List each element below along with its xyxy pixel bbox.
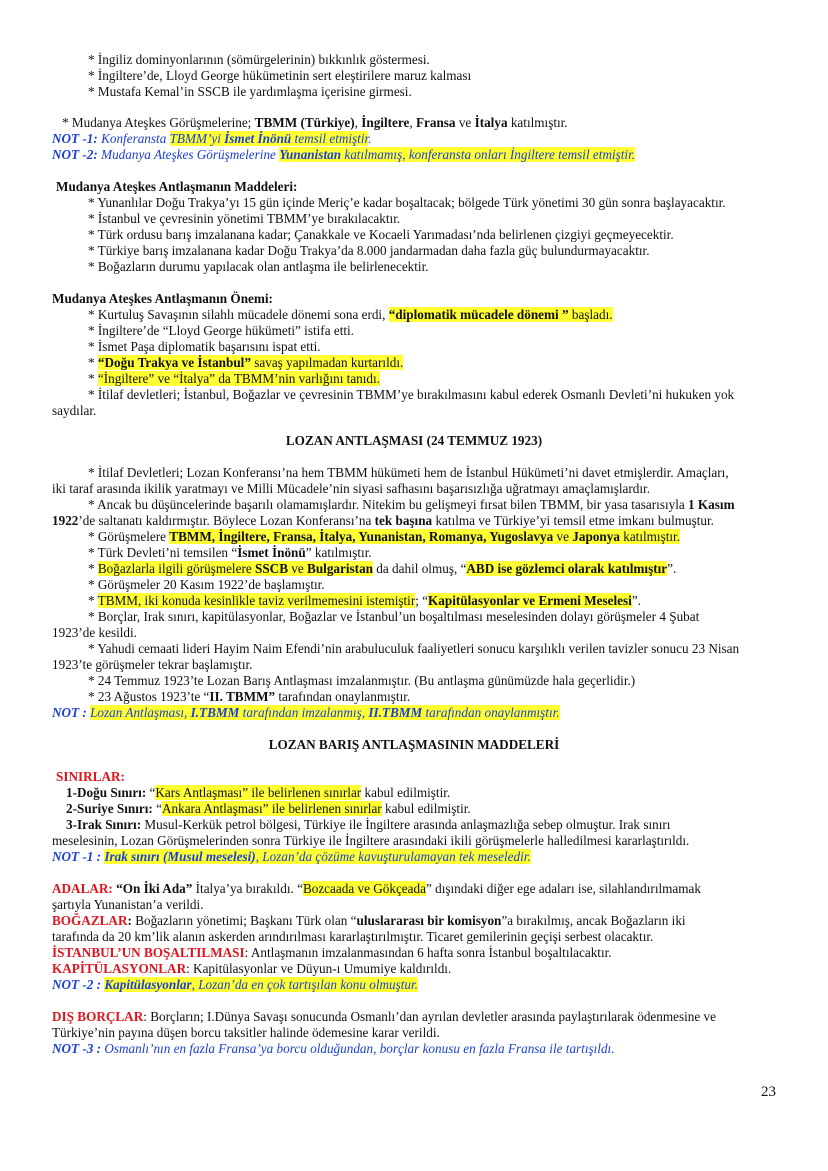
islands-line-cont: şartıyla Yunanistan’a verildi.	[52, 897, 204, 912]
article-item: * İstanbul ve çevresinin yönetimi TBMM’ye bırakılacaktır.	[88, 211, 401, 226]
islands-line: ADALAR: “On İki Ada” İtalya’ya bırakıldı. “Bozcaada ve Gökçeada” dışındaki diğer ege adaları ise, silahlandırılmamak	[52, 881, 701, 896]
lozan-para: 1922’de saltanatı kaldırmıştır. Böylece Lozan Konferansı’na tek başına katılma ve Türkiye’yi temsil etme imkanı bulmuştur.	[52, 513, 714, 528]
lozan-note: NOT : Lozan Antlaşması, I.TBMM tarafından imzalanmış, II.TBMM tarafından onaylanmıştır.	[52, 705, 560, 720]
border-item-cont: meselesinin, Lozan Görüşmelerinden sonra Türkiye ile İngiltere arasındaki ikili görüşmelerle halledilmesi kararlaştırıldı.	[52, 833, 690, 848]
lozan-para: * Görüşmelere TBMM, İngiltere, Fransa, İtalya, Yunanistan, Romanya, Yugoslavya ve Japonya katılmıştır.	[88, 529, 681, 544]
note-1: NOT -1: Konferansta TBMM’yi İsmet İnönü temsil etmiştir.	[52, 131, 372, 146]
article-item: * Yunanlılar Doğu Trakya’yı 15 gün içinde Meriç’e kadar boşaltacak; bölgede Türk yönetimi 30 gün sonra başlayacaktır.	[88, 195, 726, 210]
debts-line-cont: Türkiye’nin payına düşen borcu taksitler halinde ödemesine karar verildi.	[52, 1025, 440, 1040]
section-title: Mudanya Ateşkes Antlaşmanın Maddeleri:	[56, 179, 298, 194]
bullet-line: * İngiltere’de, Lloyd George hükümetinin sert eleştirilere maruz kalması	[88, 68, 472, 83]
articles2-title: LOZAN BARIŞ ANTLAŞMASININ MADDELERİ	[268, 737, 560, 752]
lozan-para: * 23 Ağustos 1923’te “II. TBMM” tarafından onaylanmıştır.	[88, 689, 411, 704]
lozan-para: 1923’te görüşmeler tekrar başlamıştır.	[52, 657, 253, 672]
border-item: 1-Doğu Sınırı: “Kars Antlaşması” ile belirlenen sınırlar kabul edilmiştir.	[66, 785, 451, 800]
importance-item: * İsmet Paşa diplomatik başarısını ispat etti.	[88, 339, 321, 354]
lozan-para: * İtilaf Devletleri; Lozan Konferansı’na hem TBMM hükümeti hem de İstanbul Hükümeti’ni davet etmişlerdir. Amaçları,	[88, 465, 729, 480]
lozan-para: * Boğazlarla ilgili görüşmelere SSCB ve Bulgaristan da dahil olmuş, “ABD ise gözlemci olarak katılmıştır”.	[88, 561, 677, 576]
borders-note: NOT -1 : Irak sınırı (Musul meselesi), Lozan’da çözüme kavuşturulamayan tek meseledir.	[52, 849, 531, 864]
lozan-para: * Türk Devleti’ni temsilen “İsmet İnönü” katılmıştır.	[88, 545, 372, 560]
section-title: Mudanya Ateşkes Antlaşmanın Önemi:	[52, 291, 273, 306]
lozan-para: * 24 Temmuz 1923’te Lozan Barış Antlaşması imzalanmıştır. (Bu antlaşma günümüzde hala geçerlidir.)	[88, 673, 636, 688]
lozan-para: * TBMM, iki konuda kesinlikle taviz verilmemesini istemiştir; “Kapitülasyonlar ve Ermeni Meselesi”.	[88, 593, 641, 608]
straits-line-cont: tarafında da 20 km’lik alanın askerden arındırılması kararlaştırılmıştır. Ticaret gemilerinin geçişi serbest olacaktır.	[52, 929, 654, 944]
lozan-para: * Görüşmeler 20 Kasım 1922’de başlamıştır.	[88, 577, 325, 592]
debts-note: NOT -3 : Osmanlı’nın en fazla Fransa’ya borcu olduğundan, borçlar konusu en fazla Fransa ile tartışıldı.	[52, 1041, 615, 1056]
capitulations-note: NOT -2 : Kapitülasyonlar, Lozan’da en çok tartışılan konu olmuştur.	[52, 977, 418, 992]
importance-item: * “Doğu Trakya ve İstanbul” savaş yapılmadan kurtarıldı.	[88, 355, 404, 370]
page-number: 23	[761, 1084, 776, 1100]
importance-item: * Kurtuluş Savaşının silahlı mücadele dönemi sona erdi, “diplomatik mücadele dönemi ” başladı.	[88, 307, 613, 322]
border-item: 3-Irak Sınırı: Musul-Kerkük petrol bölgesi, Türkiye ile İngiltere arasında anlaşmazlığa sebep olmuştur. Irak sınırı	[66, 817, 671, 832]
borders-label: SINIRLAR:	[56, 769, 125, 784]
article-item: * Boğazların durumu yapılacak olan antlaşma ile belirlenecektir.	[88, 259, 429, 274]
istanbul-line: İSTANBUL’UN BOŞALTILMASI: Antlaşmanın imzalanmasından 6 hafta sonra İstanbul boşaltılacaktır.	[52, 945, 612, 960]
importance-item: * İtilaf devletleri; İstanbul, Boğazlar ve çevresinin TBMM’ye bırakılmasını kabul ederek Osmanlı Devleti’ni hukuken yok	[88, 387, 735, 402]
article-item: * Türkiye barış imzalanana kadar Doğu Trakya’da 8.000 jandarmadan daha fazla güç bulundurmayacaktır.	[88, 243, 650, 258]
debts-line: DIŞ BORÇLAR: Borçların; I.Dünya Savaşı sonucunda Osmanlı’dan ayrılan devletler arasında paylaştırılarak ödenmesine ve	[52, 1009, 716, 1024]
note-2: NOT -2: Mudanya Ateşkes Görüşmelerine Yunanistan katılmamış, konferansta onları İngiltere temsil etmiştir.	[52, 147, 636, 162]
bullet-line: * İngiliz dominyonlarının (sömürgelerinin) bıkkınlık göstermesi.	[88, 52, 430, 67]
importance-item-cont: saydılar.	[52, 403, 97, 418]
lozan-para: iki taraf arasında ikilik yaratmayı ve Milli Mücadele’nin siyasi safhasını başarısızlığa uğratmayı amaçlamışlardır.	[52, 481, 651, 496]
bullet-line: * Mustafa Kemal’in SSCB ile yardımlaşma içerisine girmesi.	[88, 84, 412, 99]
lozan-para: * Borçlar, Irak sınırı, kapitülasyonlar, Boğazlar ve İstanbul’un boşaltılması meselesinden dolayı görüşmeler 4 Şubat	[88, 609, 700, 624]
lozan-para: * Yahudi cemaati lideri Hayim Naim Efendi’nin arabuluculuk faaliyetleri sonucu karşılıklı verilen tavizler sonucu 23 Nisan	[88, 641, 740, 656]
importance-item: * İngiltere’de “Lloyd George hükümeti” istifa etti.	[88, 323, 354, 338]
lozan-title: LOZAN ANTLAŞMASI (24 TEMMUZ 1923)	[285, 433, 543, 448]
lozan-para: * Ancak bu düşüncelerinde başarılı olamamışlardır. Nitekim bu gelişmeyi fırsat bilen TBMM, bir yasa tasarısıyla 1 Kasım	[88, 497, 735, 512]
article-item: * Türk ordusu barış imzalanana kadar; Çanakkale ve Kocaeli Yarımadası’nda belirlenen çizgiyi geçmeyecektir.	[88, 227, 674, 242]
border-item: 2-Suriye Sınırı: “Ankara Antlaşması” ile belirlenen sınırlar kabul edilmiştir.	[66, 801, 471, 816]
importance-item: * “İngiltere” ve “İtalya” da TBMM’nin varlığını tanıdı.	[88, 371, 380, 386]
mudanya-talks-line: * Mudanya Ateşkes Görüşmelerine; TBMM (Türkiye), İngiltere, Fransa ve İtalya katılmıştır.	[62, 115, 568, 130]
lozan-para: 1923’de kesildi.	[52, 625, 137, 640]
capitulations-line: KAPİTÜLASYONLAR: Kapitülasyonlar ve Düyun-ı Umumiye kaldırıldı.	[52, 961, 452, 976]
straits-line: BOĞAZLAR: Boğazların yönetimi; Başkanı Türk olan “uluslararası bir komisyon”a bırakılmış, ancak Boğazların iki	[52, 913, 686, 928]
